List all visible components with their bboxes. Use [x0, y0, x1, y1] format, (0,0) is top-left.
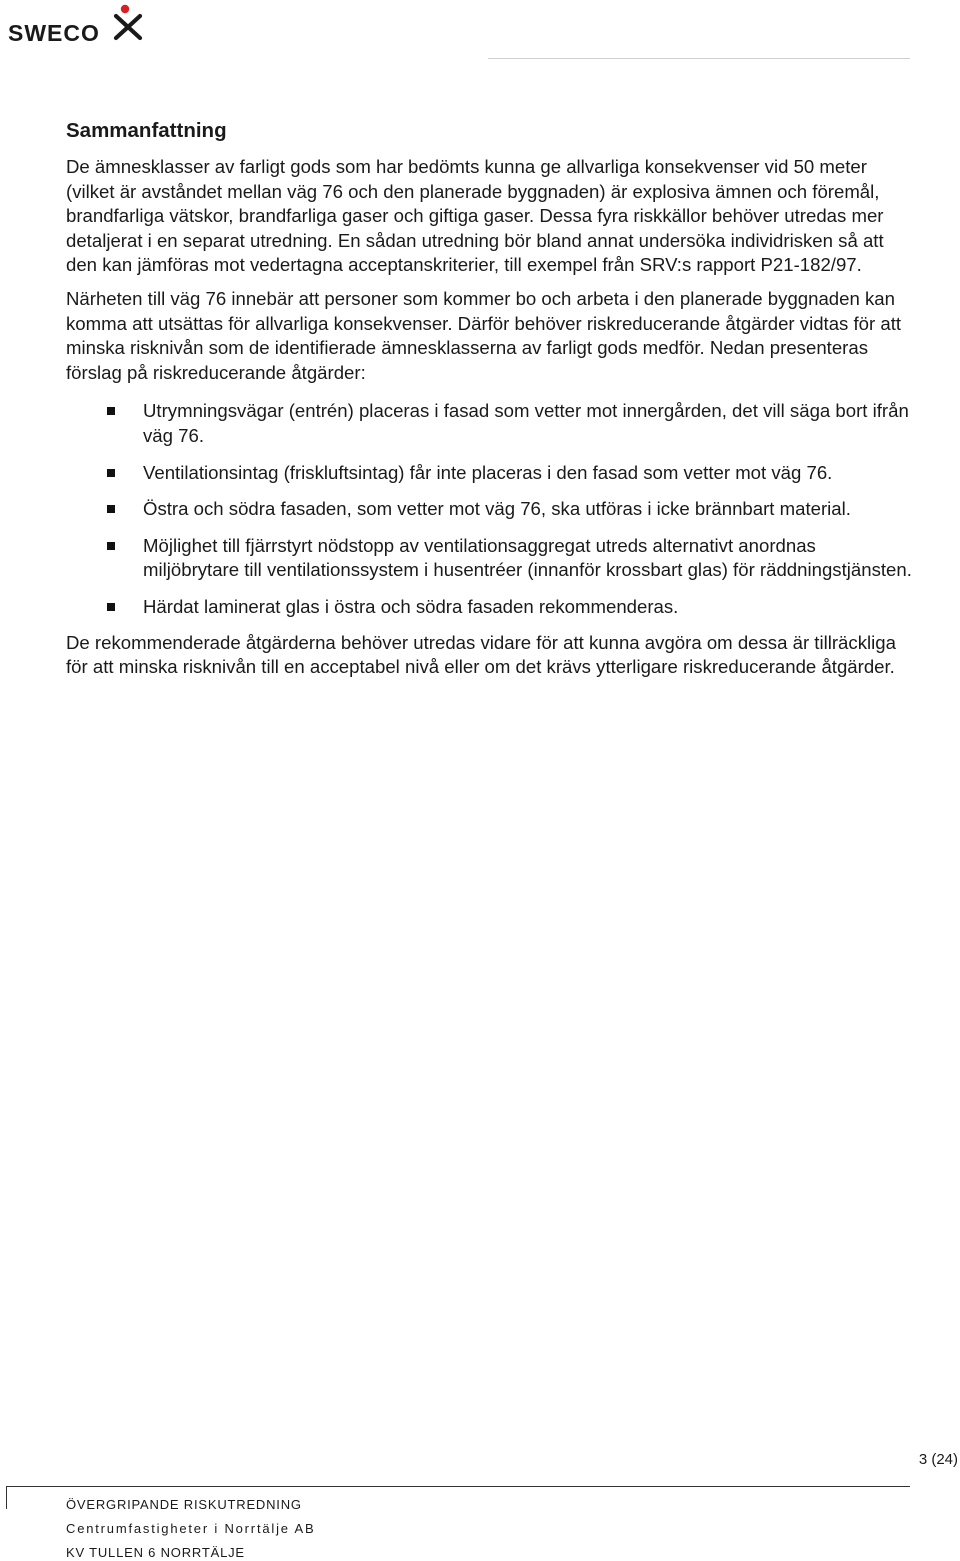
square-bullet-icon: [107, 469, 115, 477]
list-item-text: Möjlighet till fjärrstyrt nödstopp av ventilationsaggregat utreds alternativt anordnas miljöbrytare till ventilationssystem i husentréer (innanför krossbart glas) för räddningstjänsten.: [143, 534, 912, 581]
section-heading: Sammanfattning: [66, 119, 227, 142]
list-item: [66, 534, 916, 583]
square-bullet-icon: [107, 407, 115, 415]
list-item: [66, 595, 916, 620]
paragraph-closing: De rekommenderade åtgärderna behöver utredas vidare för att kunna avgöra om dessa är tillräckliga för att minska risknivån till en acceptabel nivå eller om det krävs ytterligare riskreducerande åtgärder.: [66, 631, 896, 678]
paragraph-summary: De ämnesklasser av farligt gods som har bedömts kunna ge allvarliga konsekvenser vid 50 meter (vilket är avståndet mellan väg 76 och den planerade byggnaden) är explosiva ämnen och föremål, brandfarliga vätskor, brandfarliga gaser och giftiga gaser. Dessa fyra riskkällor behöver utredas mer detaljerat i en separat utredning. En sådan utredning bör bland annat undersöka individrisken så att den kan jämföras mot vedertagna acceptanskriterier, till exempel från SRV:s rapport P21-182/97.: [66, 156, 884, 276]
page-number: 3 (24): [918, 1451, 958, 1468]
square-bullet-icon: [107, 603, 115, 611]
measures-list: [66, 399, 916, 619]
list-item-text: Härdat laminerat glas i östra och södra fasaden rekommenderas.: [143, 595, 679, 617]
list-item-text: Utrymningsvägar (entrén) placeras i fasad som vetter mot innergården, det vill säga bort ifrån väg 76.: [143, 400, 909, 446]
footer-property: KV TULLEN 6 NORRTÄLJE: [66, 1545, 245, 1560]
square-bullet-icon: [107, 542, 115, 550]
header-divider: [488, 58, 910, 59]
footer-report-title: ÖVERGRIPANDE RISKUTREDNING: [66, 1497, 302, 1512]
footer-client: Centrumfastigheter i Norrtälje AB: [66, 1521, 316, 1536]
list-item: [66, 399, 916, 448]
paragraph-proximity: Närheten till väg 76 innebär att personer som kommer bo och arbeta i den planerade byggnaden kan komma att utsättas för allvarliga konsekvenser. Därför behöver riskreducerande åtgärder vidtas för att minska risknivån som de identifierade ämnesklasserna av farligt gods medför. Nedan presenteras förslag på riskreducerande åtgärder:: [66, 287, 902, 383]
list-item: [66, 497, 916, 522]
list-item: [66, 461, 916, 486]
sweco-logo: [8, 4, 138, 46]
list-item-text: Ventilationsintag (friskluftsintag) får inte placeras i den fasad som vetter mot väg 76.: [143, 461, 833, 483]
sweco-figure-icon: [112, 4, 144, 44]
logo-wordmark: SWECO: [8, 20, 100, 46]
list-item-text: Östra och södra fasaden, som vetter mot väg 76, ska utföras i icke brännbart material.: [143, 498, 851, 520]
document-body: [66, 118, 916, 680]
square-bullet-icon: [107, 505, 115, 513]
